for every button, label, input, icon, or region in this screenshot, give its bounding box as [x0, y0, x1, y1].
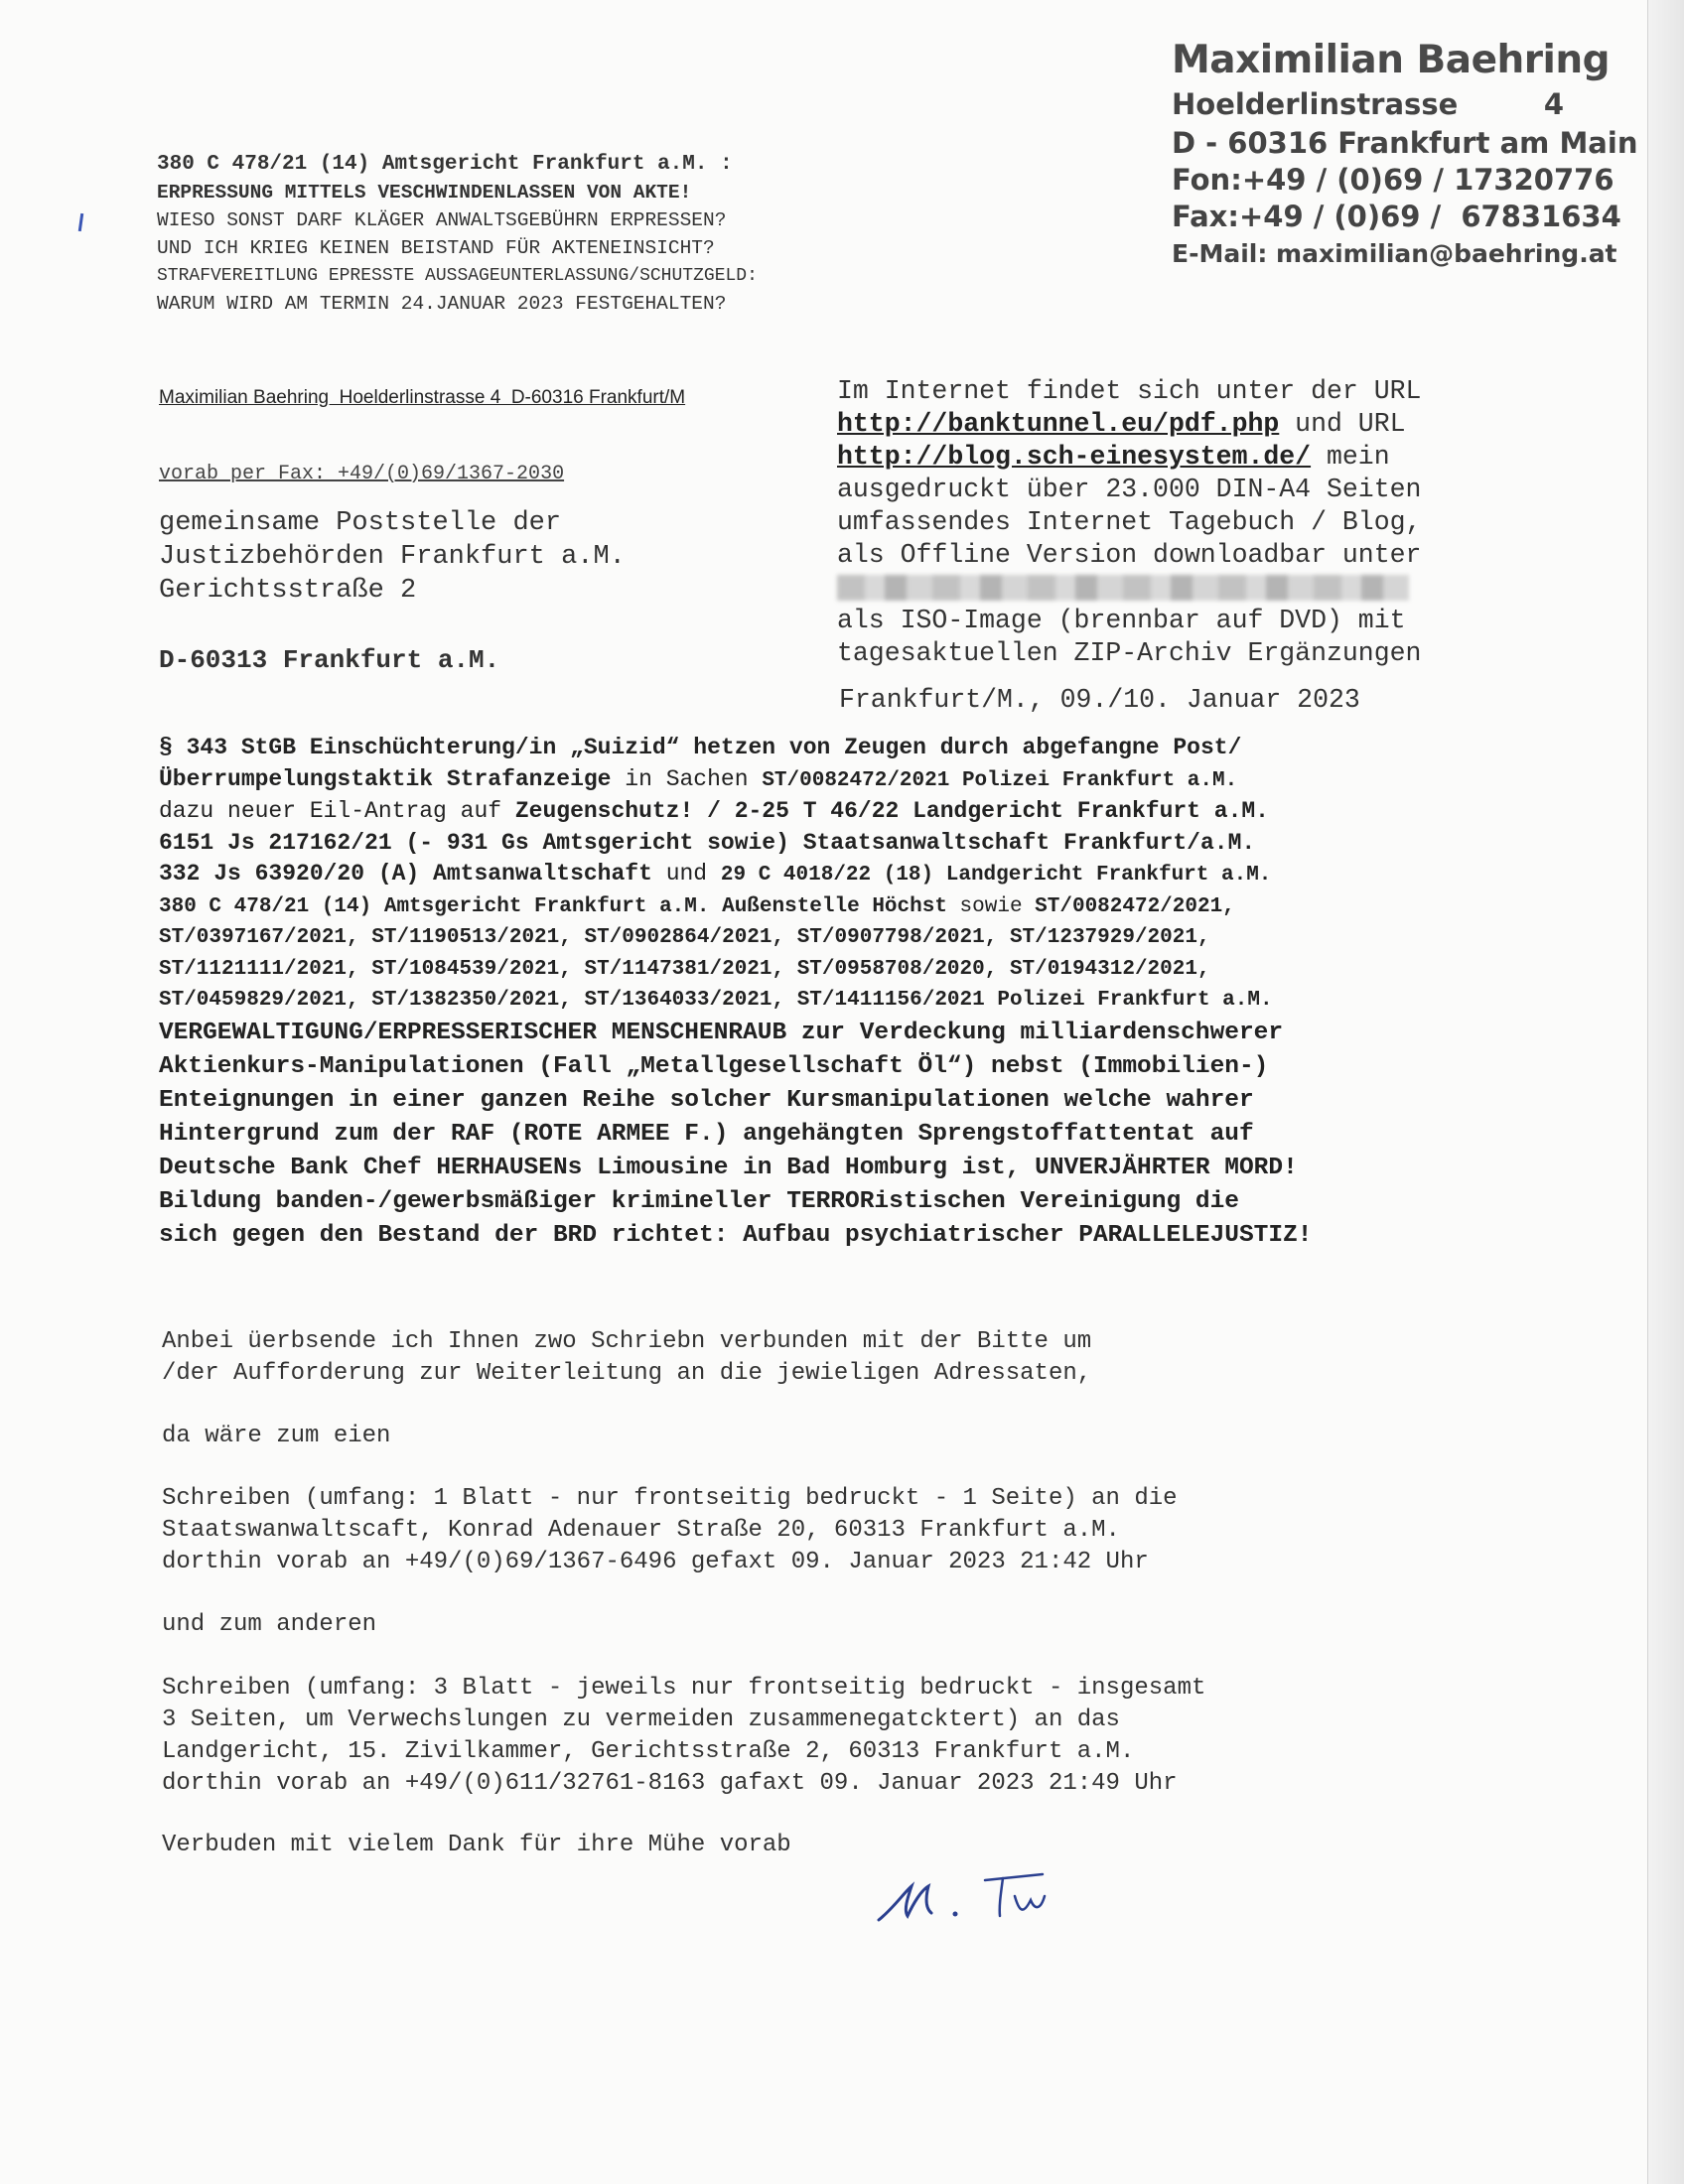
info-line-1: Im Internet findet sich unter der URL: [837, 376, 1422, 406]
subject-bold-line-4: Hintergrund zum der RAF (ROTE ARMEE F.) angehängten Sprengstoffattentat auf: [159, 1120, 1254, 1148]
internet-info: [837, 375, 1512, 670]
subject-line-3-a: dazu neuer Eil-Antrag auf: [159, 798, 515, 824]
info-line-9: tagesaktuellen ZIP-Archiv Ergänzungen: [837, 638, 1422, 668]
case-line-4: UND ICH KRIEG KEINEN BEISTAND FÜR AKTENEINSICHT?: [157, 237, 715, 259]
body-paragraph-4: und zum anderen: [162, 1611, 377, 1638]
subject-bold-line-6: Bildung banden-/gewerbsmäßiger krimineller TERRORistischen Vereinigung die: [159, 1187, 1239, 1215]
subject-line-9: [159, 985, 1509, 1017]
info-line-7: [837, 572, 1512, 605]
handwritten-signature: [874, 1858, 1122, 1938]
subject-line-3: [159, 796, 1509, 828]
fon-number: +49 / (0)69 / 17320776: [1241, 163, 1614, 197]
case-line-1: 380 C 478/21 (14) Amtsgericht Frankfurt a.M. :: [157, 153, 733, 176]
recipient-city: D-60313 Frankfurt a.M.: [159, 645, 500, 675]
subject-line-2: [159, 764, 1509, 797]
case-line-2: ERPRESSUNG MITTELS VESCHWINDENLASSEN VON AKTE!: [157, 182, 692, 204]
info-line-8: als ISO-Image (brennbar auf DVD) mit: [837, 606, 1406, 635]
subject-line-2-a: Überrumpelungstaktik Strafanzeige: [159, 765, 612, 792]
info-line-4: ausgedruckt über 23.000 DIN-A4 Seiten: [837, 475, 1422, 504]
subject-line-6-a: 380 C 478/21 (14) Amtsgericht Frankfurt a.M. Außenstelle Höchst: [159, 894, 947, 918]
letterhead-email: E-Mail: maximilian@baehring.at: [1172, 239, 1617, 268]
subject-bold-line-1: VERGEWALTIGUNG/ERPRESSERISCHER MENSCHENRAUB zur Verdeckung milliardenschwerer: [159, 1019, 1284, 1046]
letterhead-fon: [1172, 163, 1614, 197]
subject-bold-line-5: Deutsche Bank Chef HERHAUSENs Limousine in Bad Homburg ist, UNVERJÄHRTER MORD!: [159, 1154, 1298, 1181]
subject-line-5-b: und: [651, 861, 721, 887]
subject-line-5: [159, 859, 1509, 891]
subject-line-9-text: ST/0459829/2021, ST/1382350/2021, ST/1364033/2021, ST/1411156/2021 Polizei Frankfurt a.M.: [159, 989, 1273, 1012]
subject-line-5-a: 332 Js 63920/20 (A) Amtsanwaltschaft: [159, 861, 652, 887]
url-banktunnel[interactable]: http://banktunnel.eu/pdf.php: [837, 409, 1280, 439]
info-line-2: [837, 408, 1512, 441]
subject-line-6-b: sowie: [946, 894, 1036, 918]
subject-line-7-text: ST/0397167/2021, ST/1190513/2021, ST/0902864/2021, ST/0907798/2021, ST/1237929/2021,: [159, 926, 1210, 949]
info-line-5: umfassendes Internet Tagebuch / Blog,: [837, 507, 1422, 537]
subject-line-8: [159, 954, 1509, 986]
body-paragraph-6: Verbuden mit vielem Dank für ihre Mühe vorab: [162, 1832, 791, 1858]
letter-date: Frankfurt/M., 09./10. Januar 2023: [839, 685, 1360, 715]
letterhead-fax: [1172, 200, 1621, 233]
letterhead: [1172, 38, 1638, 268]
letterhead-city: D - 60316 Frankfurt am Main: [1172, 126, 1638, 160]
recipient-line-2: Justizbehörden Frankfurt a.M.: [159, 542, 626, 572]
subject-line-1-text: § 343 StGB Einschüchterung/in „Suizid“ hetzen von Zeugen durch abgefangne Post/: [159, 735, 1242, 760]
subject-line-4: [159, 828, 1509, 860]
subject-bold-line-3: Enteignungen in einer ganzen Reihe solcher Kursmanipulationen welche wahrer: [159, 1086, 1254, 1114]
letterhead-street-name: Hoelderlinstrasse: [1172, 87, 1459, 121]
subject-bold-line-7: sich gegen den Bestand der BRD richtet: Aufbau psychiatrischer PARALLELEJUSTIZ!: [159, 1221, 1313, 1249]
fon-label: Fon:: [1172, 163, 1242, 197]
info-line-6: als Offline Version downloadbar unter: [837, 540, 1422, 570]
body-paragraph-2: da wäre zum eien: [162, 1423, 391, 1449]
redacted-url: [837, 575, 1409, 601]
info-line-2-tail: und URL: [1279, 409, 1406, 439]
subject-line-6: [159, 891, 1509, 923]
url-blog[interactable]: http://blog.sch-einesystem.de/: [837, 442, 1312, 472]
recipient-line-3: Gerichtsstraße 2: [159, 576, 417, 606]
sender-line: Maximilian Baehring Hoelderlinstrasse 4 D-60316 Frankfurt/M: [159, 387, 686, 408]
info-line-3-tail: mein: [1311, 442, 1390, 472]
page-edge: [1647, 0, 1684, 2184]
subject-line-3-b: Zeugenschutz! / 2-25 T 46/22 Landgericht Frankfurt a.M.: [514, 798, 1269, 824]
pen-mark: [78, 213, 83, 231]
fax-line: vorab per Fax: +49/(0)69/1367-2030: [159, 463, 565, 485]
body-paragraph-1: Anbei üerbsende ich Ihnen zwo Schriebn verbunden mit der Bitte um /der Aufforderung zur Weiterleitung an die jewieligen Adressaten,: [162, 1328, 1092, 1387]
body-paragraph-5: Schreiben (umfang: 3 Blatt - jeweils nur frontseitig bedruckt - insgesamt 3 Seiten, um Verwechslungen zu vermeiden zusammenegatcktert) an das Landgericht, 15. Zivilkammer, Gerichtsstraße 2, 60313 Frankfurt a.M. dorthin vorab an +49/(0)611/32761-8163 gafaxt 09. Januar 2023 21:49 Uhr: [162, 1675, 1206, 1797]
subject-block: [159, 733, 1509, 1253]
subject-line-2-c: ST/0082472/2021 Polizei Frankfurt a.M.: [762, 768, 1238, 792]
subject-bold-line-2: Aktienkurs-Manipulationen (Fall „Metallgesellschaft Öl“) nebst (Immobilien-): [159, 1052, 1269, 1080]
subject-line-7: [159, 922, 1509, 954]
subject-line-2-b: in Sachen: [611, 765, 763, 792]
letterhead-street-number: 4: [1543, 87, 1564, 121]
case-line-6: WARUM WIRD AM TERMIN 24.JANUAR 2023 FESTGEHALTEN?: [157, 293, 727, 315]
subject-line-8-text: ST/1121111/2021, ST/1084539/2021, ST/1147381/2021, ST/0958708/2020, ST/0194312/2021,: [159, 957, 1210, 981]
body-paragraph-3: Schreiben (umfang: 1 Blatt - nur frontseitig bedruckt - 1 Seite) an die Staatswanwaltscaft, Konrad Adenauer Straße 20, 60313 Frankfurt a.M. dorthin vorab an +49/(0)69/1367-6496 gefaxt 09. Januar 2023 21:42 Uhr: [162, 1485, 1178, 1575]
letterhead-street: [1172, 87, 1564, 121]
letterhead-name: Maximilian Baehring: [1172, 38, 1611, 82]
case-header: [157, 151, 971, 318]
recipient-line-1: gemeinsame Poststelle der: [159, 508, 562, 538]
case-line-3: WIESO SONST DARF KLÄGER ANWALTSGEBÜHRN ERPRESSEN?: [157, 209, 727, 231]
fax-label: Fax:: [1172, 200, 1239, 233]
recipient-address: [159, 506, 626, 608]
subject-line-1: [159, 733, 1509, 764]
subject-line-4-text: 6151 Js 217162/21 (- 931 Gs Amtsgericht sowie) Staatsanwaltschaft Frankfurt/a.M.: [159, 829, 1256, 856]
case-line-5: STRAFVEREITLUNG EPRESSTE AUSSAGEUNTERLASSUNG/SCHUTZGELD:: [157, 266, 758, 286]
subject-line-5-c: 29 C 4018/22 (18) Landgericht Frankfurt a.M.: [720, 864, 1272, 887]
subject-line-6-c: ST/0082472/2021,: [1035, 894, 1235, 918]
info-line-3: [837, 441, 1512, 474]
fax-number: +49 / (0)69 / 67831634: [1238, 200, 1621, 233]
